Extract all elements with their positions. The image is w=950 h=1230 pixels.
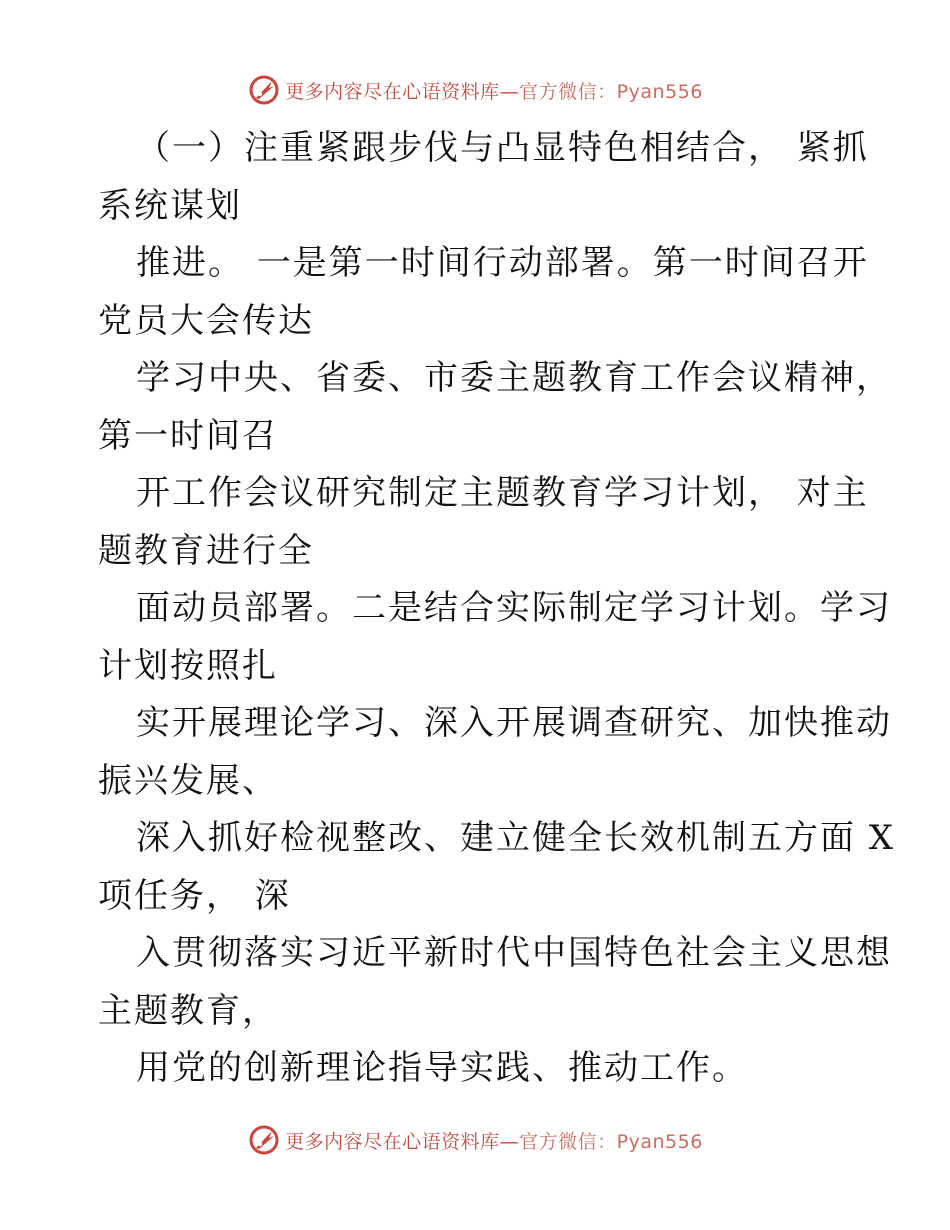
header-banner [0,70,950,110]
text-line: 用党的创新理论指导实践、推动工作。 [136,1048,748,1088]
text-line: 面动员部署。二是结合实际制定学习计划。学习 [136,588,892,628]
document-body [98,120,896,1098]
text-line: 项任务， 深 [98,875,291,916]
text-line: 党员大会传达 [98,300,314,341]
text-line: 计划按照扎 [98,645,278,686]
quill-circle-icon [247,1123,281,1157]
text-line: 主题教育， [98,990,278,1031]
text-line: 题教育进行全 [98,530,314,571]
banner-text: 更多内容尽在心语资料库—官方微信：Pyan556 [285,1130,703,1153]
text-line: 入贯彻落实习近平新时代中国特色社会主义思想 [136,933,892,973]
text-line: 深入抓好检视整改、建立健全长效机制五方面 X [136,818,896,858]
footer-banner [0,1120,950,1160]
text-line: 开工作会议研究制定主题教育学习计划， 对主 [136,473,869,513]
quill-circle-icon [247,73,281,107]
text-line: 系统谋划 [98,185,242,226]
text-line: 推进。 一是第一时间行动部署。第一时间召开 [136,243,869,283]
text-line: 第一时间召 [98,415,278,456]
text-line: 学习中央、省委、市委主题教育工作会议精神， [136,358,892,398]
banner-text: 更多内容尽在心语资料库—官方微信：Pyan556 [285,80,703,103]
text-line: 实开展理论学习、深入开展调查研究、加快推动 [136,703,892,743]
text-line: 振兴发展、 [98,760,278,801]
text-line: （一）注重紧跟步伐与凸显特色相结合， 紧抓 [136,128,869,168]
